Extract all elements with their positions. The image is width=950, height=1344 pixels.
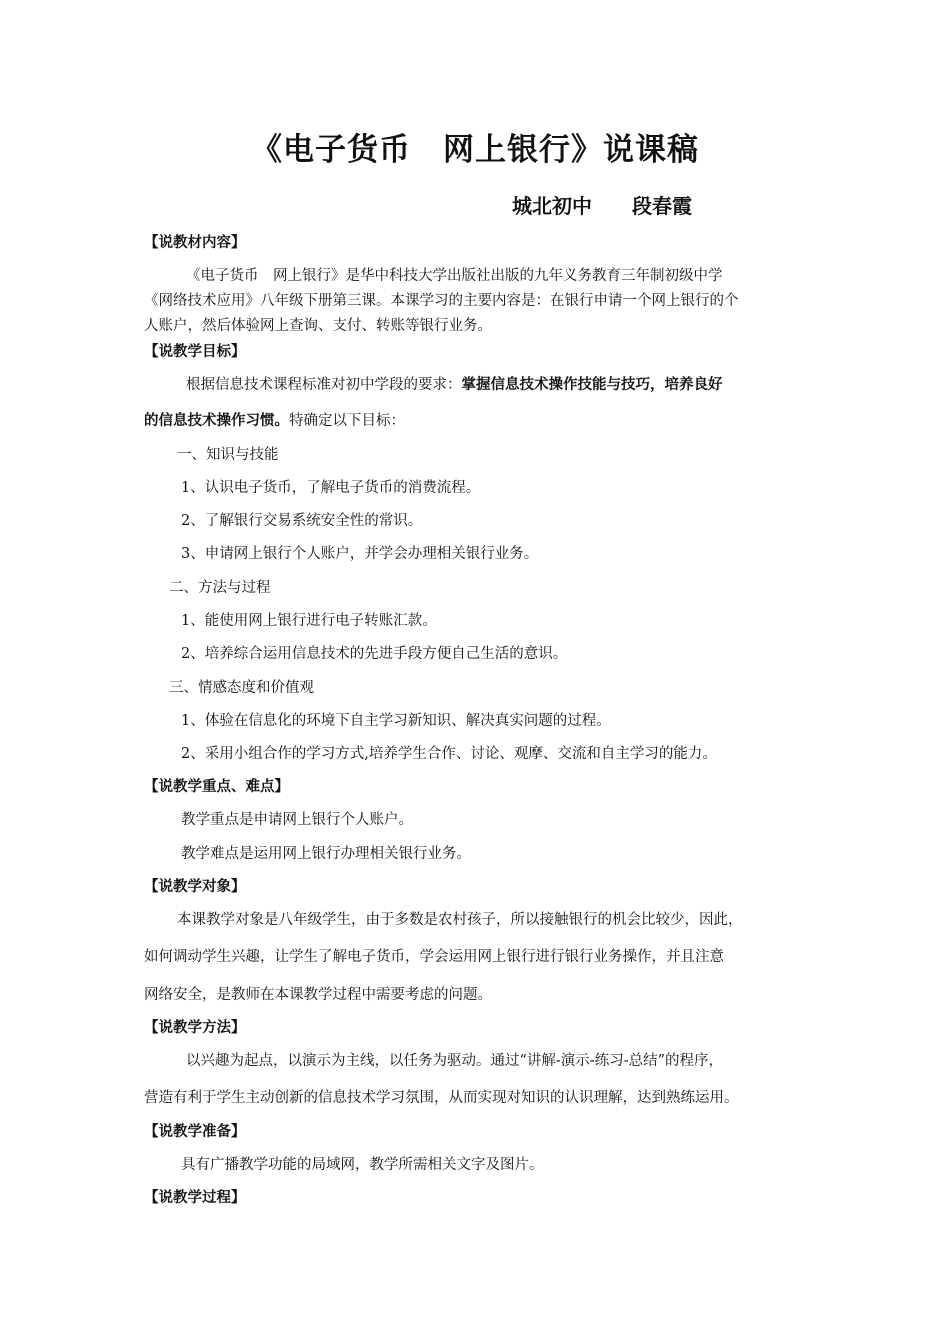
prep-line: 具有广播教学功能的局域网，教学所需相关文字及图片。: [181, 1157, 544, 1173]
section-heading-audience: 【说教学对象】: [144, 879, 246, 895]
key-point-line: 教学重点是申请网上银行个人账户。: [181, 812, 413, 828]
goals-item: 2、了解银行交易系统安全性的常识。: [181, 513, 423, 529]
goals-item: 3、申请网上银行个人账户，并学会办理相关银行业务。: [181, 546, 539, 562]
material-line: 人账户，然后体验网上查询、支付、转账等银行业务。: [144, 318, 492, 334]
goals-item: 1、体验在信息化的环境下自主学习新知识、解决真实问题的过程。: [181, 713, 611, 729]
goals-item: 1、认识电子货币，了解电子货币的消费流程。: [181, 480, 481, 496]
section-heading-material: 【说教材内容】: [144, 235, 246, 251]
goals-item: 一、知识与技能: [177, 447, 279, 463]
goals-item: 二、方法与过程: [169, 580, 271, 596]
section-heading-method: 【说教学方法】: [144, 1020, 246, 1036]
goals-item: 三、情感态度和价值观: [169, 680, 314, 696]
audience-line: 网络安全，是教师在本课教学过程中需要考虑的问题。: [144, 987, 492, 1003]
goals-item: 2、采用小组合作的学习方式,培养学生合作、讨论、观摩、交流和自主学习的能力。: [181, 746, 717, 762]
goals-item: 1、能使用网上银行进行电子转账汇款。: [181, 613, 437, 629]
method-line: 营造有利于学生主动创新的信息技术学习氛围，从而实现对知识的认识理解，达到熟练运用。: [144, 1090, 739, 1106]
section-heading-goals: 【说教学目标】: [144, 344, 246, 360]
goals-intro-emphasis: 的信息技术操作习惯。: [144, 412, 289, 429]
goals-intro-text: 根据信息技术课程标准对初中学段的要求：: [186, 377, 462, 393]
material-line: 《电子货币 网上银行》是华中科技大学出版社出版的九年义务教育三年制初级中学: [186, 268, 723, 284]
goals-intro-emphasis: 掌握信息技术操作技能与技巧，培养良好: [461, 376, 723, 393]
goals-item: 2、培养综合运用信息技术的先进手段方便自己生活的意识。: [181, 646, 568, 662]
method-line: 以兴趣为起点，以演示为主线，以任务为驱动。通过“讲解-演示-练习-总结”的程序，: [186, 1053, 724, 1069]
goals-intro: [186, 373, 723, 394]
section-heading-process: 【说教学过程】: [144, 1190, 246, 1206]
goals-intro-text: 特确定以下目标：: [289, 413, 405, 429]
material-line: 《网络技术应用》八年级下册第三课。本课学习的主要内容是：在银行申请一个网上银行的个: [144, 293, 739, 309]
key-point-line: 教学难点是运用网上银行办理相关银行业务。: [181, 846, 471, 862]
section-heading-key-points: 【说教学重点、难点】: [144, 779, 289, 795]
author-line: 城北初中 段春霞: [512, 194, 692, 218]
audience-line: 本课教学对象是八年级学生，由于多数是农村孩子，所以接触银行的机会比较少，因此，: [177, 912, 743, 928]
section-heading-prep: 【说教学准备】: [144, 1124, 246, 1140]
goals-intro-cont: [144, 409, 405, 430]
audience-line: 如何调动学生兴趣，让学生了解电子货币，学会运用网上银行进行银行业务操作，并且注意: [144, 949, 724, 965]
document-title: 《电子货币 网上银行》说课稿: [251, 132, 699, 168]
